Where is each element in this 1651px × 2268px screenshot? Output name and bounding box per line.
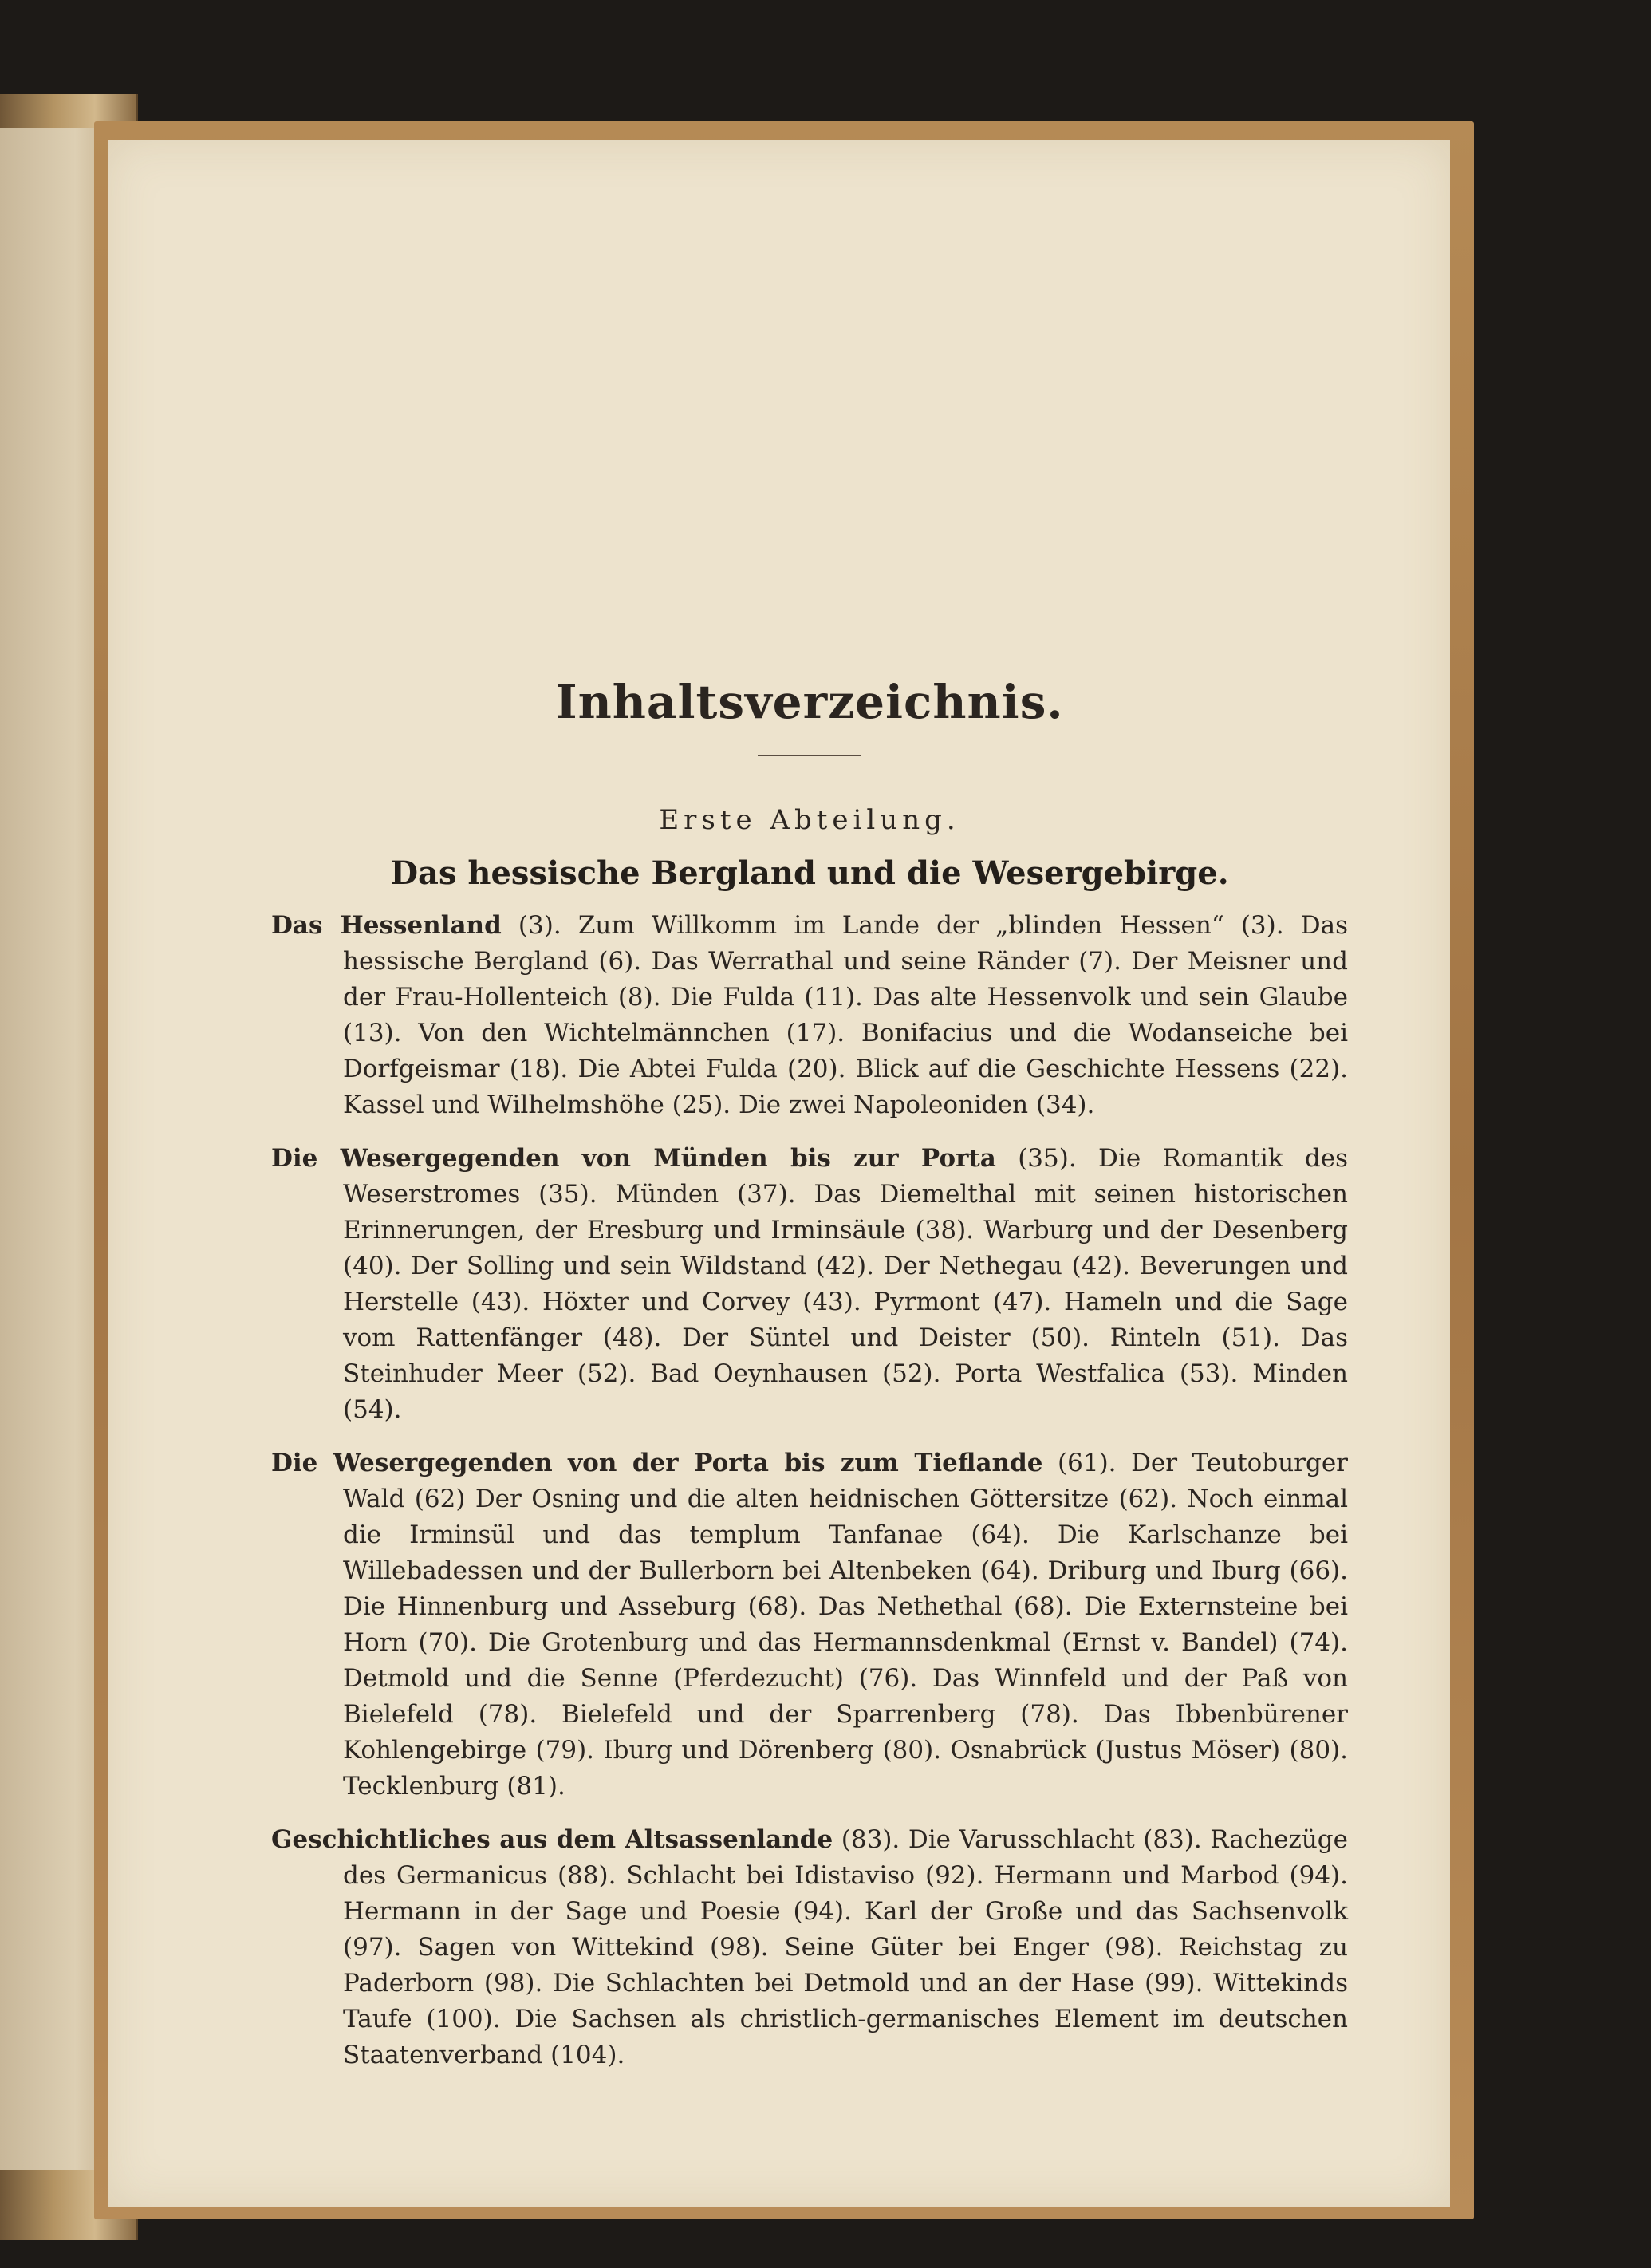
book-page bbox=[108, 140, 1450, 2207]
toc-entry-heading: Das Hessenland bbox=[271, 911, 502, 940]
toc-entry-text: (83). Die Varusschlacht (83). Rachezüge des Germanicus (88). Schlacht bei Idistaviso (92). Hermann und Marbod (94). Hermann in der Sage und Poesie (94). Karl der Große und das Sachsenvolk (97). Sagen von Wittekind (98). Seine Güter bei Enger (98). Reichstag zu Paderborn (98). Die Schlachten bei Detmold und an der Hase (99). Wittekinds Taufe (100). Die Sachsen als christlich-germanisches Element im deutschen Staatenverband (104). bbox=[343, 1825, 1348, 2069]
toc-entry-text: (35). Die Romantik des Weserstromes (35). Münden (37). Das Diemelthal mit seinen historischen Erinnerungen, der Eresburg und Irminsäule (38). Warburg und der Desenberg (40). Der Solling und sein Wildstand (42). Der Nethegau (42). Beverungen und Herstelle (43). Höxter und Corvey (43). Pyrmont (47). Hameln und die Sage vom Rattenfänger (48). Der Süntel und Deister (50). Rinteln (51). Das Steinhuder Meer (52). Bad Oeynhausen (52). Porta Westfalica (53). Minden (54). bbox=[343, 1144, 1348, 1424]
toc-entry-text: (61). Der Teutoburger Wald (62) Der Osning und die alten heidnischen Göttersitze (62). Noch einmal die Irminsül und das templum Tanfanae (64). Die Karlschanze bei Willebadessen und der Bullerborn bei Altenbeken (64). Driburg und Iburg (66). Die Hinnenburg und Asseburg (68). Das Nethethal (68). Die Externsteine bei Horn (70). Die Grotenburg und das Hermannsdenkmal (Ernst v. Bandel) (74). Detmold und die Senne (Pferdezucht) (76). Das Winnfeld und der Paß von Bielefeld (78). Bielefeld und der Sparrenberg (78). Das Ibbenbürener Kohlengebirge (79). Iburg und Dörenberg (80). Osnabrück (Justus Möser) (80). Tecklenburg (81). bbox=[343, 1449, 1348, 1801]
title-divider bbox=[758, 755, 861, 756]
section-title: Das hessische Bergland und die Wesergebirge. bbox=[390, 854, 1229, 892]
toc-entry bbox=[271, 1822, 1348, 2073]
toc-entry-text: (3). Zum Willkomm im Lande der „blinden Hessen“ (3). Das hessische Bergland (6). Das Werrathal und seine Ränder (7). Der Meisner und der Frau-Hollenteich (8). Die Fulda (11). Das alte Hessenvolk und sein Glaube (13). Von den Wichtelmännchen (17). Bonifacius und die Wodanseiche bei Dorfgeismar (18). Die Abtei Fulda (20). Blick auf die Geschichte Hessens (22). Kassel und Wilhelmshöhe (25). Die zwei Napoleoniden (34). bbox=[343, 911, 1348, 1119]
toc-entry bbox=[271, 1446, 1348, 1805]
toc-entry-heading: Geschichtliches aus dem Altsassenlande bbox=[271, 1825, 833, 1854]
section-label: Erste Abteilung. bbox=[659, 804, 960, 836]
toc-entry-heading: Die Wesergegenden von Münden bis zur Porta bbox=[271, 1144, 996, 1173]
left-page-edge bbox=[0, 128, 108, 2170]
toc-entry-heading: Die Wesergegenden von der Porta bis zum Tieflande bbox=[271, 1449, 1043, 1477]
toc-entries bbox=[271, 908, 1348, 2091]
toc-entry bbox=[271, 908, 1348, 1123]
page-title: Inhaltsverzeichnis. bbox=[555, 675, 1064, 729]
toc-entry bbox=[271, 1141, 1348, 1428]
